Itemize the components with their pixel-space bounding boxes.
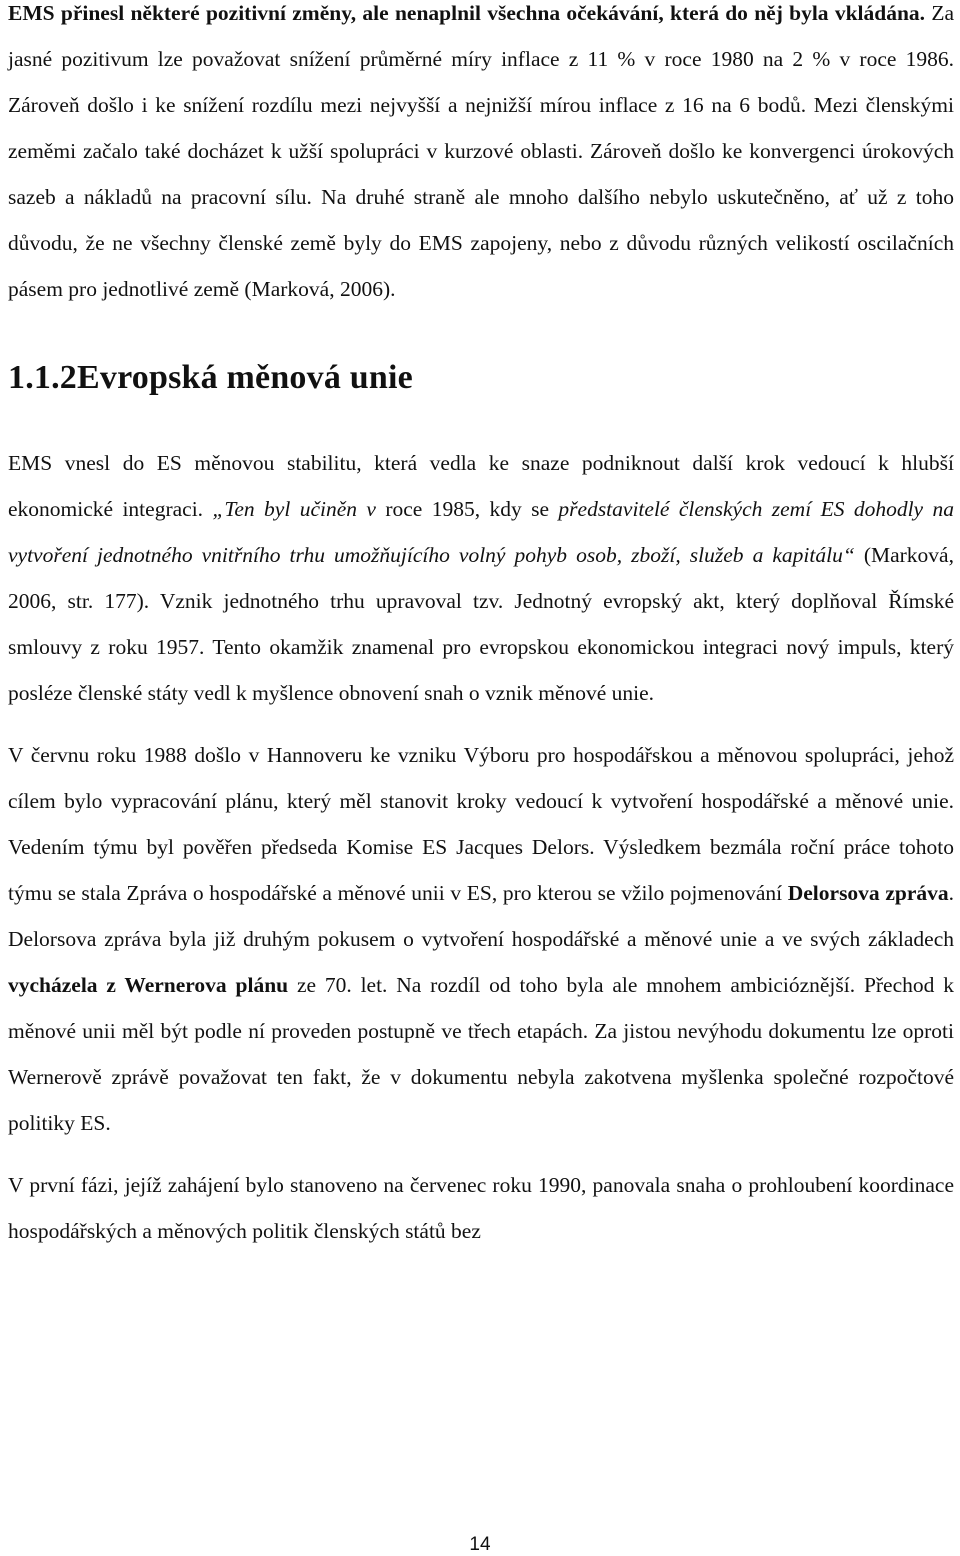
quote-italic-a: „Ten byl učiněn v	[212, 497, 376, 521]
paragraph-text: Za jasné pozitivum lze považovat snížení průměrné míry inflace z 11 % v roce 1980 na 2 % v roce 1986. Zároveň došlo i ke snížení rozdílu mezi nejvyšší a nejnižší mírou inflace z 16 na 6 bodů. Mezi členskými zeměmi začalo také docházet k užší spolupráci v kurzové oblasti. Zároveň došlo ke konvergenci úrokových sazeb a nákladů na pracovní sílu. Na druhé straně ale mnoho dalšího nebylo uskutečněno, ať už z toho důvodu, že ne všechny členské země byly do EMS zapojeny, nebo z důvodu různých velikostí oscilačních pásem pro jednotlivé země (Marková, 2006).	[8, 1, 954, 301]
paragraph-ems-results	[8, 0, 954, 312]
paragraph-single-market	[8, 440, 954, 716]
bold-lead-sentence: EMS přinesl některé pozitivní změny, ale nenaplnil všechna očekávání, která do něj byla vkládána.	[8, 1, 926, 25]
bold-term-delors-report: Delorsova zpráva	[787, 881, 949, 905]
quote-plain-c: 1985, kdy se	[431, 497, 559, 521]
paragraph-text: (Marková, 2006, str. 177). Vznik jednotného trhu upravoval tzv. Jednotný evropský akt, který doplňoval Římské smlouvy z roku 1957. Tento okamžik znamenal pro evropskou ekonomickou integraci nový impuls, který posléze členské státy vedl k myšlence obnovení snah o vznik měnové unie.	[8, 543, 954, 705]
quote-italic-d: představitelé členských zemí ES dohodly na vytvoření jednotného vnitřního trhu umožňujícího volný pohyb osob, zboží, služeb a kapitálu“	[8, 497, 954, 567]
section-heading: 1.1.2Evropská měnová unie	[8, 359, 413, 396]
paragraph-text: . Delorsova zpráva byla již druhým pokusem o vytvoření hospodářské a měnové unie a ve svých základech	[8, 881, 954, 951]
bold-term-werner-plan: vycházela z Wernerova plánu	[8, 973, 289, 997]
paragraph-text: EMS vnesl do ES měnovou stabilitu, která vedla ke snaze podniknout další krok vedoucí k hlubší ekonomické integraci.	[8, 451, 954, 521]
paragraph-first-phase: V první fázi, jejíž zahájení bylo stanoveno na červenec roku 1990, panovala snaha o prohloubení koordinace hospodářských a měnových politik členských států bez	[8, 1173, 954, 1243]
quote-plain-b: roce	[375, 497, 432, 521]
document-page	[8, 0, 954, 1254]
paragraph-delors-report	[8, 732, 954, 1146]
page-number: 14	[469, 1534, 491, 1555]
paragraph-text: ze 70. let. Na rozdíl od toho byla ale mnohem ambicióznější. Přechod k měnové unii měl být podle ní proveden postupně ve třech etapách. Za jistou nevýhodu dokumentu lze oproti Wernerově zprávě považovat ten fakt, že v dokumentu nebyla zakotvena myšlenka společné rozpočtové politiky ES.	[8, 973, 954, 1135]
paragraph-text: V červnu roku 1988 došlo v Hannoveru ke vzniku Výboru pro hospodářskou a měnovou spolupráci, jehož cílem bylo vypracování plánu, který měl stanovit kroky vedoucí k vytvoření hospodářské a měnové unie. Vedením týmu byl pověřen předseda Komise ES Jacques Delors. Výsledkem bezmála roční práce tohoto týmu se stala Zpráva o hospodářské a měnové unii v ES, pro kterou se vžilo pojmenování	[8, 743, 954, 905]
